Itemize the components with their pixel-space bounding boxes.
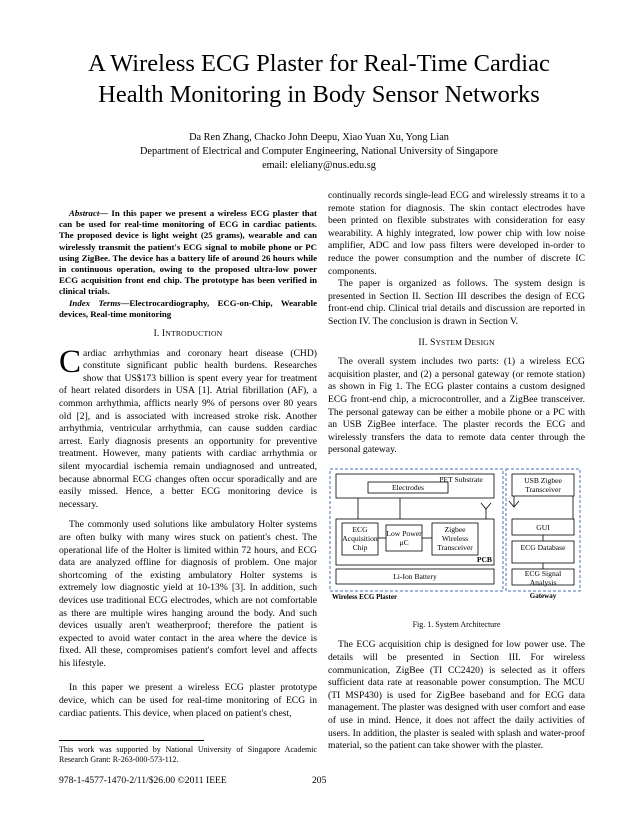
gui-label: GUI — [536, 522, 550, 532]
author-block — [0, 131, 638, 173]
usb-zigbee-label: USB Zigbee Transceiver — [524, 475, 562, 494]
battery-label: Li-Ion Battery — [393, 571, 437, 581]
gateway-label: Gateway — [529, 591, 557, 600]
pet-substrate-label: PET Substrate — [439, 474, 483, 484]
index-terms: Electrocardiography, ECG-on-Chip, Wearable devices, Real-time monitoring — [59, 297, 317, 319]
footer-isbn: 978-1-4577-1470-2/11/$26.00 ©2011 IEEE — [59, 775, 227, 786]
left-column — [59, 208, 317, 765]
footnote: This work was supported by National University of Singapore Academic Research Grant: R-263-000-573-112. — [59, 745, 317, 765]
section-heading-introduction: I. INTRODUCTION — [153, 329, 223, 340]
right-paragraph-2: The paper is organized as follows. The system design is presented in Section II. Section III describes the design of ECG front-end chip. Clinical trial details and discussion are reported in Section IV. The conclusion is drawn in Section V. — [328, 278, 585, 327]
system-paragraph-2: The ECG acquisition chip is designed for low power use. The details will be presented in Section III. For wireless communication, ZigBee (TI CC2420) is selected as it offers sufficient data rate at reasonable power consumption. The MCU (TI MSP430) is used for ZigBee baseband and for ECG data management. The plaster was designed with user comfort and ease of use in mind. Hence, it does not affect the daily activities of users. In addition, the plaster is sealed with splash and water-proof material, so the patient can take shower with the plaster. — [328, 639, 585, 752]
page-number: 205 — [312, 775, 327, 786]
intro-paragraph-3: In this paper we present a wireless ECG plaster prototype device, which can be used for real-time monitoring of ECG in cardiac patients. This device, when placed on patient's chest, — [59, 682, 317, 719]
abstract — [59, 208, 317, 320]
email: email: eleliany@nus.edu.sg — [262, 160, 376, 171]
system-paragraph-1: The overall system includes two parts: (1) a wireless ECG acquisition plaster, and (2) a personal gateway (or remote station) as shown in Fig 1. The ECG plaster contains a custom designed ECG front-end chip, a microcontroller, and a ZigBee transceiver. The personal gateway can be either a mobile phone or a PC with an USB ZigBee interface. The plaster records the ECG and wirelessly transfers the data to remote data center through the personal gateway. — [328, 356, 585, 456]
figure-caption: Fig. 1. System Architecture — [412, 619, 501, 629]
system-architecture-figure — [328, 465, 585, 615]
ecg-signal-analysis-label: ECG Signal Analysis — [524, 568, 562, 587]
section-heading-system-design: II. SYSTEM DESIGN — [418, 337, 495, 348]
ecg-chip-label: ECG Acquisition Chip — [342, 524, 378, 552]
title-line-2: Health Monitoring in Body Sensor Networks — [98, 81, 540, 108]
abstract-label: Abstract— — [69, 208, 109, 218]
intro-paragraph-2: The commonly used solutions like ambulatory Holter systems are often bulky with many wires stuck on patient's chest. The operational life of the Holter is limited within 72 hours, and ECG data are analyzed offline for diagnosis of problem. One major shortcoming of the existing ambulatory Holter systems is extremely low diagnostic yield at 10-13% [3]. In addition, such devices use traditional ECG electrodes, which are not comfortable as there are multiple wires hanging around the body. And such devices usually aren't weatherproof; therefore the patient is expected to avoid water contact in the area where the device is fixed. All these, compromises patient's comfort level and affects his lifestyle. — [59, 519, 317, 669]
paper-title — [0, 48, 638, 110]
right-column — [328, 190, 585, 753]
index-terms-label: Index Terms— — [69, 297, 130, 308]
drop-cap: C — [59, 343, 82, 380]
electrodes-label: Electrodes — [391, 482, 425, 492]
pcb-label: PCB — [476, 554, 492, 564]
right-paragraph-1: continually records single-lead ECG and wirelessly streams it to a remote station for diagnosis. The skin contact electrodes have been printed on flexible substrates with consideration for easy wearability. A highly integrated, low power chip with low noise amplifier, ADC and low pass filters were developed in-order to reduce the power consumption and the number of discrete IC components. — [328, 190, 585, 277]
footnote-rule — [59, 740, 204, 741]
zigbee-transceiver-label: Zigbee Wireless Transceiver — [437, 524, 473, 552]
low-power-uc-label: Low Power µC — [386, 528, 422, 547]
author-names: Da Ren Zhang, Chacko John Deepu, Xiao Yuan Xu, Yong Lian — [189, 132, 449, 143]
abstract-text: In this paper we present a wireless ECG plaster that can be used for real-time monitoring of ECG in cardiac patients. The proposed device is light weight (25 grams), wearable and can wirelessly transmit the patient's ECG signal to mobile phone or PC using ZigBee. The device has a battery life of around 26 hours while in continuous operation, owing to the proposed ultra-low power ECG acquisition front end chip. The prototype has been verified in clinical trials. — [59, 208, 317, 297]
title-line-1: A Wireless ECG Plaster for Real-Time Cardiac — [88, 50, 550, 77]
plaster-label: Wireless ECG Plaster — [332, 592, 398, 601]
ecg-database-label: ECG Database — [520, 542, 566, 552]
affiliation: Department of Electrical and Computer Engineering, National University of Singapore — [140, 146, 498, 157]
intro-paragraph-1: Cardiac arrhythmias and coronary heart disease (CHD) constitute significant public health burdens. Researches show that US$173 billion is spent every year for treatment of heart related disorders in USA [1]. Atrial fibrillation (AF), a common arrhythmia, afflicts nearly 9% of persons over 80 years old [2], and is associated with increased stroke risk. Another arrhythmia, ventricular arrhythmia, can cause sudden cardiac arrest. Early diagnosis presents an opportunity for preventive treatment. However, many patients with cardiac arrhythmia or silent myocardial ischemia remain undiagnosed and untreated, because abnormal ECG changes often occur sporadically and are easily missed. Hence, a better ECG monitoring device is necessary. — [59, 343, 317, 510]
